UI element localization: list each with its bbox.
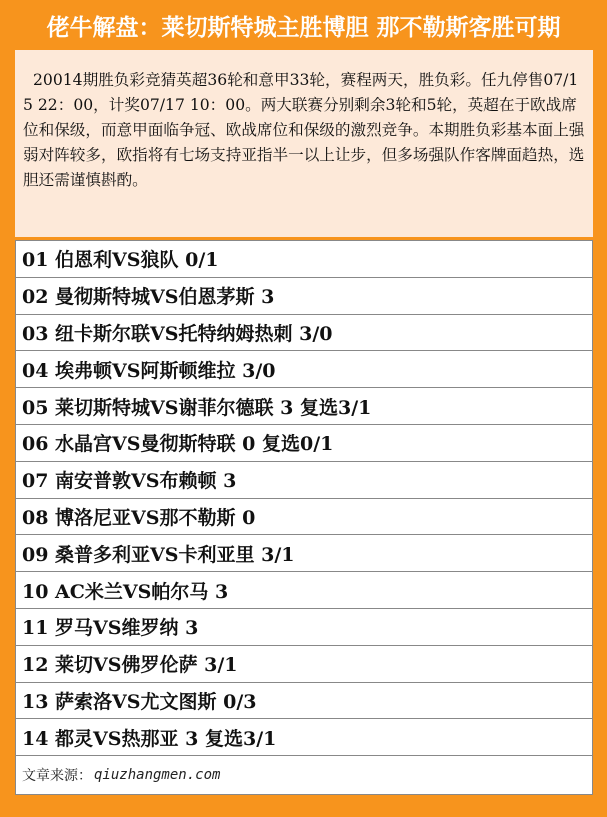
source-label: 文章来源：	[22, 768, 92, 785]
match-row-01: 01 伯恩利VS狼队 0/1	[16, 241, 592, 278]
match-list	[15, 240, 593, 795]
match-row-09: 09 桑普多利亚VS卡利亚里 3/1	[16, 535, 592, 572]
page-title: 佬牛解盘：莱切斯特城主胜博胆 那不勒斯客胜可期	[46, 14, 561, 41]
match-row-11: 11 罗马VS维罗纳 3	[16, 609, 592, 646]
match-row-04: 04 埃弗顿VS阿斯顿维拉 3/0	[16, 351, 592, 388]
match-row-10: 10 AC米兰VS帕尔马 3	[16, 572, 592, 609]
match-row-06: 06 水晶宫VS曼彻斯特联 0 复选0/1	[16, 425, 592, 462]
source-url[interactable]: qiuzhangmen.com	[94, 767, 221, 784]
match-row-03: 03 纽卡斯尔联VS托特纳姆热刺 3/0	[16, 315, 592, 352]
match-row-07: 07 南安普敦VS布赖顿 3	[16, 462, 592, 499]
match-row-14: 14 都灵VS热那亚 3 复选3/1	[16, 719, 592, 756]
match-row-13: 13 萨索洛VS尤文图斯 0/3	[16, 683, 592, 720]
match-row-12: 12 莱切VS佛罗伦萨 3/1	[16, 646, 592, 683]
intro-paragraph: 20014期胜负彩竞猜英超36轮和意甲33轮，赛程两天，胜负彩。任九停售07/15 22：00，计奖07/17 10：00。两大联赛分别剩余3轮和5轮，英超在于欧战席位和保级，而意甲面临争冠、欧战席位和保级的激烈竞争。本期胜负彩基本面上强弱对阵较多，欧指将有七场支持亚指半一以上让步，但多场强队作客牌面趋热，选胆还需谨慎斟酌。	[15, 50, 593, 237]
match-row-08: 08 博洛尼亚VS那不勒斯 0	[16, 499, 592, 536]
match-row-02: 02 曼彻斯特城VS伯恩茅斯 3	[16, 278, 592, 315]
match-row-05: 05 莱切斯特城VS谢菲尔德联 3 复选3/1	[16, 388, 592, 425]
article-source	[16, 756, 592, 794]
